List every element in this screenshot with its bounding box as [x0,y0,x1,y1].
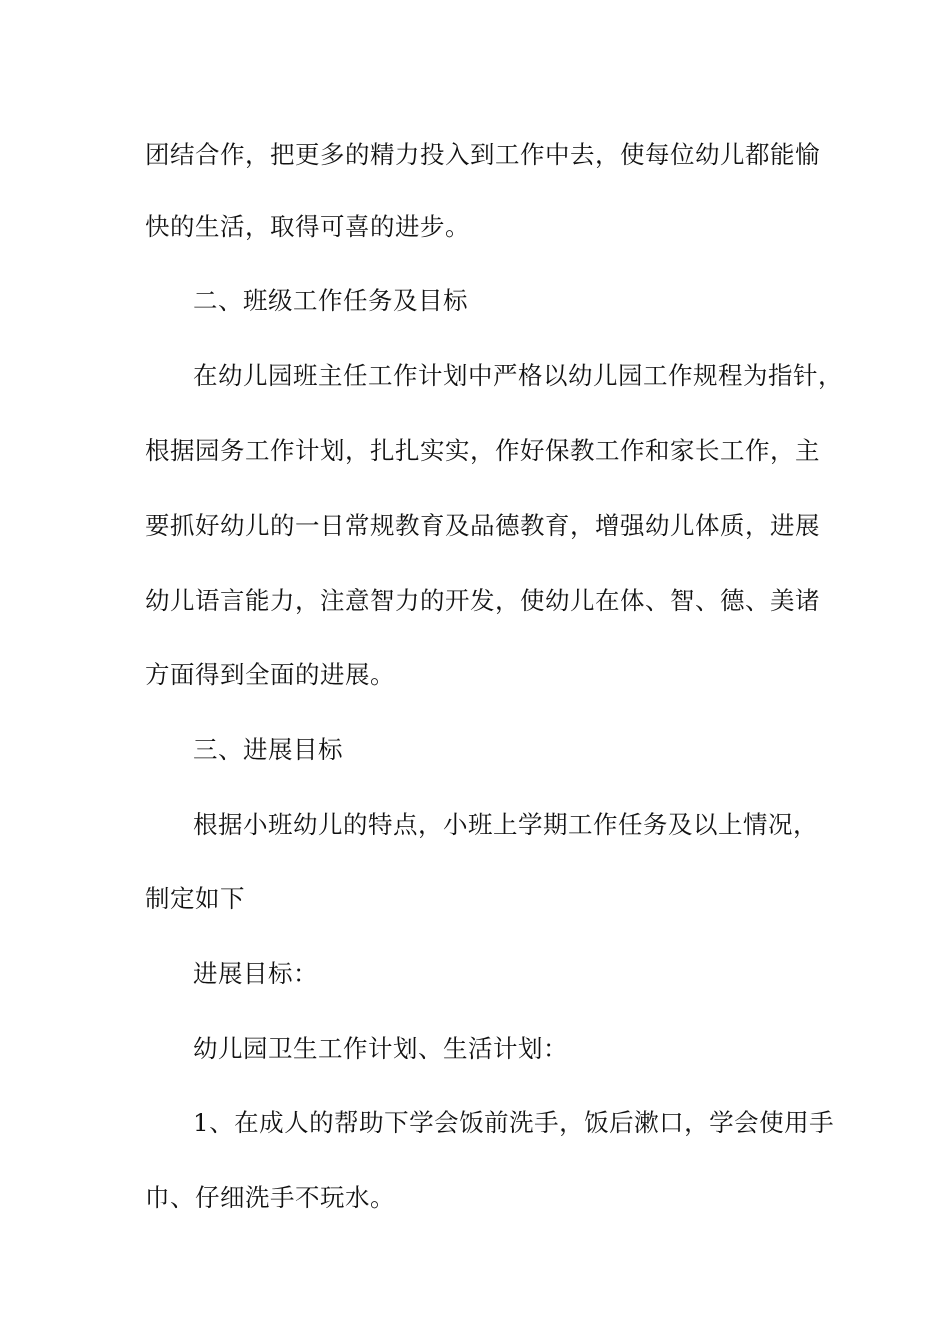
section-heading: 三、进展目标 [193,735,343,764]
paragraph-line: 根据小班幼儿的特点，小班上学期工作任务及以上情况， [193,810,818,839]
paragraph-line: 制定如下 [145,884,245,913]
paragraph-line: 要抓好幼儿的一日常规教育及品德教育，增强幼儿体质，进展 [145,511,820,540]
paragraph-line: 快的生活，取得可喜的进步。 [145,212,470,241]
paragraph-line: 根据园务工作计划，扎扎实实，作好保教工作和家长工作，主 [145,436,820,465]
list-item-continuation: 巾、仔细洗手不玩水。 [145,1183,395,1212]
paragraph-line: 幼儿语言能力，注意智力的开发，使幼儿在体、智、德、美诸 [145,586,820,615]
paragraph-line: 在幼儿园班主任工作计划中严格以幼儿园工作规程为指针， [193,361,843,390]
list-item: 1、在成人的帮助下学会饭前洗手，饭后漱口，学会使用手 [193,1108,835,1137]
paragraph-line: 进展目标： [193,959,318,988]
paragraph-line: 方面得到全面的进展。 [145,660,395,689]
paragraph-line: 团结合作，把更多的精力投入到工作中去，使每位幼儿都能愉 [145,140,820,169]
section-heading: 二、班级工作任务及目标 [193,286,468,315]
paragraph-line: 幼儿园卫生工作计划、生活计划： [193,1034,568,1063]
